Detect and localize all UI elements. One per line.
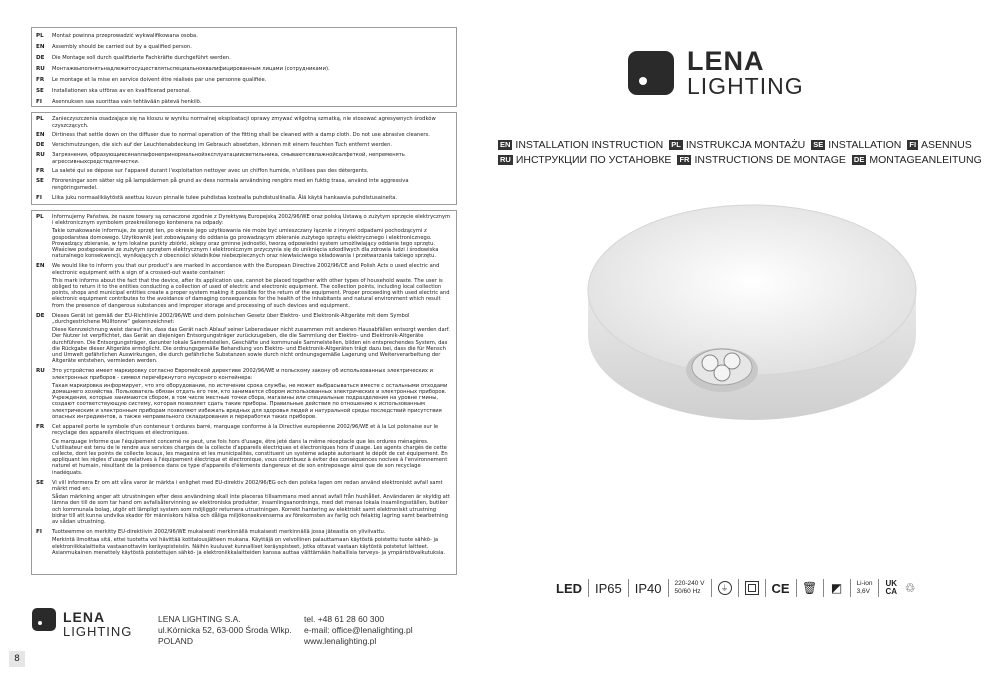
street-address: ul.Kórnicka 52, 63-000 Środa Wlkp. xyxy=(158,625,292,635)
divider xyxy=(823,579,824,597)
spec-icons-bar xyxy=(556,576,917,600)
language-code: RU xyxy=(36,66,45,72)
product-illustration xyxy=(582,195,922,455)
instruction-title-text: INSTRUKCJA MONTAŻU xyxy=(685,139,806,151)
power-rating xyxy=(675,580,705,596)
divider xyxy=(628,579,629,597)
language-row xyxy=(36,529,452,556)
divider xyxy=(588,579,589,597)
instruction-title xyxy=(669,139,805,151)
divider xyxy=(796,579,797,597)
language-text xyxy=(52,66,452,73)
paragraph-detail: Takie oznakowanie informuje, że sprzęt ten, po okresie jego użytkowania nie może być umieszczany łącznie z innymi odpadami pochodzącymi z gospodarstwa domowego. Użytkownik jest zobowiązany do oddania go prowadzącym zbieranie zużytego sprzętu elektrycznego i elektronicznego. Prowadzący zbieranie, w tym lokalne punkty zbiórki, sklepy oraz gminne jednostki, tworzą odpowiedni system umożliwiający oddanie tego sprzętu. Właściwe postępowanie ze zużytym sprzętem elektrycznym i elektronicznym przyczynia się do uniknięcia szkodliwych dla zdrowia ludzi i środowiska naturalnego konsekwencji, wynikających z obecności składników niebezpiecznych oraz niewłaściwego składowania i przetwarzania takiego sprzętu. xyxy=(52,228,439,260)
language-text xyxy=(52,214,452,259)
ukca-mark xyxy=(885,580,897,596)
website-link[interactable]: www.lenalighting.pl xyxy=(304,636,377,646)
ukca-bottom: CA xyxy=(885,587,898,596)
paragraph: Asennuksen saa suorittaa vain tehtävään pätevä henkilö. xyxy=(52,99,202,106)
language-code: SE xyxy=(36,479,44,486)
assembly-notice-panel xyxy=(31,27,457,107)
paragraph: Verschmutzungen, die sich auf der Leuchtenabdeckung im Gebrauch absetzten, können mit einem feuchten Tuch entfernt werden. xyxy=(52,142,393,149)
language-row xyxy=(36,64,452,75)
language-text xyxy=(52,33,452,40)
company-name: LENA LIGHTING S.A. xyxy=(158,614,241,624)
paragraph-detail: This mark informs about the fact that the device, after its application use, cannot be placed together with other types of household waste. The user is obliged to return it to the entities conducting a collection of used of electric and electronic equipment. The collection points, including local collection points, shops and municipal entities create a proper system making it possible for the return of the equipment. Proper proceeding with used electric and electronic equipment contributes to the avoidance of damaging consequences for the health of the inhabitants and natural environment which result from the presence of dangerous substances and improper storage and processing of such devices and equipment. xyxy=(52,277,450,309)
phone: tel. +48 61 28 60 300 xyxy=(304,614,385,624)
paragraph: Dirtiness that settle down on the diffuser due to normal operation of the fitting shall be cleaned with a damp cloth. Do not use abrasive cleaners. xyxy=(52,132,430,139)
paragraph-detail: Diese Kennzeichnung weist darauf hin, dass das Gerät nach Ablauf seiner Lebensdauer nicht zusammen mit anderen Hausabfällen entsorgt werden darf. Der Nutzer ist verpflichtet, das Gerät an diejenigen Entsorgungsträger zurückzugeben, die die Sammlung der Elektro- und Elektronik-Altgeräte durchführen. Die Entsorgungsträger, darunter lokale Sammelstellen, Geschäfte und kommunale Sammelstellen, bilden ein entsprechendes System, das die Rückgabe dieser Altgeräte ermöglicht. Die ordnungsgemäße Behandlung von Elektro- und Elektronik-Altgeräten trägt dazu bei, dass die für Mensch und Umwelt gefährlichen Auswirkungen, die durch gefährliche Substanzen sowie durch nicht ordnungsgemäße Lagerung und Weiterverarbeitung der Altgeräte entstehen, vermieden werden. xyxy=(52,327,450,365)
language-row xyxy=(36,368,452,420)
language-code: EN xyxy=(36,132,45,139)
paragraph: We would like to inform you that our product's are marked in accordance with the European Directive 2002/96/CE and Polish Acts o used electric and electronic equipment with a sign of a crossed-out waste container: xyxy=(52,263,440,276)
battery-voltage: 3,6V xyxy=(856,588,870,595)
language-text xyxy=(52,178,452,191)
footer-brand-bottom: LIGHTING xyxy=(63,624,133,639)
paragraph: Dieses Gerät ist gemäß der EU-Richtlinie 2002/96/WE und dem polnischen Gesetz über Elektro- und Elektronik-Altgeräte mit dem Symbol „durchgestrichene Mülltonne“ gekennzeichnet: xyxy=(52,312,410,326)
ip40-label: IP40 xyxy=(634,580,662,596)
instruction-title xyxy=(907,139,971,151)
language-text xyxy=(52,99,452,106)
instruction-titles-line1 xyxy=(498,139,978,151)
language-row xyxy=(36,480,452,525)
language-row xyxy=(36,53,452,64)
language-code: RU xyxy=(36,368,45,375)
brand-name-bottom: LIGHTING xyxy=(687,73,804,99)
cleaning-notice-panel xyxy=(31,112,457,205)
divider xyxy=(765,579,766,597)
recycle-icon: ♲ xyxy=(904,581,916,595)
paragraph-detail: Merkintä ilmoittaa sitä, ettei tuotetta voi hävittää kotitalousjätteen mukana. Käyttäjä on velvollinen palauttamaan käytöstä poistettu tuote sähkö- ja elektroniikkalaitteita vastaanottaviin keräyspisteisiin. Näihin kuuluvat kunnalliset keräyspisteet, jotka ottavat vastaan käytöstä poistetut laitteet. Asianmukainen menettely käytöstä poistettujen sähkö- ja elektroniikkalaitteiden kanssa auttaa välttämään haitallisia terveys- ja ympäristövaikutuksia. xyxy=(52,537,446,556)
language-text xyxy=(52,152,452,165)
language-text xyxy=(52,480,452,525)
language-row xyxy=(36,313,452,365)
ukca-top: UK xyxy=(885,579,898,588)
instruction-title-text: INSTRUCTIONS DE MONTAGE xyxy=(694,154,846,166)
instruction-title-text: ИНСТРУКЦИИ ПО УСТАНОВКЕ xyxy=(515,154,672,166)
instruction-title xyxy=(498,139,663,151)
language-row xyxy=(36,86,452,97)
language-code: FI xyxy=(36,194,42,201)
footer-brand-top: LENA xyxy=(63,609,106,625)
instruction-title-text: INSTALLATION xyxy=(828,139,902,151)
weee-disposal-panel xyxy=(31,210,457,575)
paragraph: La saleté qui se dépose sur l'appareil durant l'exploitation nettoyer avec un chiffon humide, n'utilises pas des détergents. xyxy=(52,168,369,175)
language-text xyxy=(52,142,452,149)
divider xyxy=(850,579,851,597)
language-code-badge: PL xyxy=(671,140,681,150)
fitting-body-top xyxy=(588,205,916,375)
language-text xyxy=(52,77,452,84)
language-code: PL xyxy=(36,116,44,122)
instruction-titles-line2 xyxy=(498,154,988,166)
language-code: SE xyxy=(36,88,44,94)
language-row xyxy=(36,214,452,259)
paragraph: Die Montage soll durch qualifizierte Fachkräfte durchgeführt werden. xyxy=(52,55,231,62)
logo-dot xyxy=(639,77,647,85)
instruction-title xyxy=(811,139,901,151)
led-lens-3 xyxy=(714,365,730,381)
language-text xyxy=(52,168,452,175)
language-code: RU xyxy=(36,152,45,159)
company-address xyxy=(158,614,292,647)
language-code: FI xyxy=(36,529,42,536)
divider xyxy=(711,579,712,597)
language-text xyxy=(52,263,452,308)
language-code: PL xyxy=(36,214,44,220)
instruction-title xyxy=(677,154,845,166)
language-row xyxy=(36,195,452,202)
instruction-title xyxy=(498,154,671,166)
language-text xyxy=(52,132,452,139)
divider xyxy=(878,579,879,597)
language-code: FI xyxy=(36,99,42,105)
paragraph: Le montage et la mise en service doivent être réalisés par une personne qualifiée. xyxy=(52,77,267,84)
paragraph-detail: Sådan märkning anger att utrustningen efter dess användning skall inte placeras tillsammans med annat avfall från hushållet. Användaren är skyldig att lämna den till de som tar hand om avfallsåtervinning av elektroniska produkter, insamlingsanordnings, med det menas lokala insamlingsställen, butiker och kommunala bolag, utgör ett lämpligt system som möjliggör returnera utrustningen. Korrekt hantering av elektriskt samt elektroniskt utrustning bidrar till att kunna undvika skador för människors hälsa och dåliga miljökonsekvenserna av förekomsten av farlig och felaktig lagring samt bearbetning av sådan utrustning. xyxy=(52,494,450,525)
battery-type: Li-ion xyxy=(856,580,873,587)
page-number: 8 xyxy=(9,651,25,667)
language-text xyxy=(52,368,452,420)
divider xyxy=(668,579,669,597)
paragraph: Загрязнения, образующиесянаплафонепринормальнойэксплуатациисветильника, смываютсявлажнойсалфеткой, непременять агрессивныхсредствдлячистки. xyxy=(52,152,405,165)
divider xyxy=(738,579,739,597)
logo-dot xyxy=(38,621,42,625)
language-code-badge: DE xyxy=(853,155,865,165)
paragraph: Liika juku normaalikäytöstä asettuu kuvun pinnalle tulee puhdistaa kostealla puhdistusliinalla. Älä käytä hankaavia puhdistusaineita. xyxy=(52,194,398,201)
language-text xyxy=(52,116,452,129)
paragraph: Montaż powinna przeprowadzić wykwalifikowana osoba. xyxy=(52,33,198,40)
class-ii-icon xyxy=(745,581,759,595)
company-contact xyxy=(304,614,413,647)
language-row xyxy=(36,142,452,149)
ip65-label: IP65 xyxy=(595,580,622,596)
email-link[interactable]: e-mail: office@lenalighting.pl xyxy=(304,625,413,635)
language-row xyxy=(36,42,452,53)
language-code-badge: RU xyxy=(500,155,511,165)
language-text xyxy=(52,424,452,476)
paragraph-detail: Такая маркировка информирует, что это оборудование, по истечении срока службы, не может выбрасываться вместе с остальными отходами домашнего хозяйства. Пользователь обязан отдать его тем, кто занимается сбором использованных электрических и электронных приборов. Учреждения, которые занимаются сбором, в том числе местные точки сбора, магазины или специальные подразделения на уровне гмины, создают соответствующую систему, которая позволяет сдать такие приборы. Правильные действия по отношению к использованным электрическим и электронным приборам позволяют избежать вредных для здоровья людей и натуральной среды последствий присутствия опасных ингредиентов, а также неправильного складирования и переработки таких приборов. xyxy=(52,382,448,420)
language-row xyxy=(36,97,452,108)
language-text xyxy=(52,313,452,365)
language-text xyxy=(52,44,452,51)
paragraph: Tuotteemme on merkitty EU-direktiivin 2002/96/WE mukaisesti merkinnällä mukaisesti merkinnällä jossa jäteastia on yliviivattu. xyxy=(52,529,386,536)
led-label: LED xyxy=(556,580,582,596)
voltage-label: 220-240 V xyxy=(674,580,705,587)
paragraph-detail: Ce marquage informe que l'équipement concerné ne peut, une fois hors d'usage, être jeté dans la même réceptacle que les ordures ménagères. L'utilisateur est tenu de le rendre aux services chargés de la collecte d'appareils électriques et électroniques hors d'usage. Les agents chargés de cette collecte, dont les points de collecte locaux, les magasins et les municipalités, constituent un système adapté autorisant le dépôt de cet équipement. En appliquant les règles d'usage relatives à l'équipement électrique et électronique, vous contribuez à éviter des conséquences nocives à l'environnement naturel et humain, résultant de la présence dans ce type d'appareils d'éléments dangereux et de son entreposage ainsi que de son recyclage inadéquats. xyxy=(52,438,448,476)
battery-info xyxy=(857,580,873,596)
language-code: SE xyxy=(36,178,44,185)
country: POLAND xyxy=(158,636,193,646)
logo-mark-top xyxy=(628,51,674,95)
language-row xyxy=(36,31,452,42)
paragraph: Informujemy Państwa, że nasze towary są oznaczone zgodnie z Dyrektywą Europejską 2002/96/WE oraz polską Ustawą o zużytym sprzęcie elektrycznym i elektronicznym symbolem przekreślonego kontenera na odpady: xyxy=(52,214,451,227)
language-code: DE xyxy=(36,55,45,61)
paragraph: Assembly should be carried out by a qualified person. xyxy=(52,44,192,51)
language-code-badge: SE xyxy=(813,140,824,150)
frequency-label: 50/60 Hz xyxy=(674,588,701,595)
paragraph: Монтажвыполнятьнадлежитосуществлятьспециальноквалифицированным лицами (сотрудниками). xyxy=(52,66,330,73)
language-code: FR xyxy=(36,77,45,83)
weee-bin-icon: 🗑 xyxy=(801,581,818,595)
paragraph: Installationen ska utföras av en kvalificerad personal. xyxy=(52,88,192,95)
language-row xyxy=(36,168,452,175)
paragraph: Это устройство имеет маркировку согласно Европейской директиве 2002/96/WE и польскому закону об использованных электрических и электронных приборов - символ перечёркнутого мусорного контейнера: xyxy=(52,368,434,381)
language-row xyxy=(36,75,452,86)
language-code: DE xyxy=(36,312,45,319)
language-text xyxy=(52,88,452,95)
language-code: DE xyxy=(36,142,45,149)
language-row xyxy=(36,116,452,129)
language-code: PL xyxy=(36,33,44,39)
language-code: EN xyxy=(36,263,45,270)
language-code: FR xyxy=(36,424,45,431)
ce-mark: CE xyxy=(771,580,790,596)
logo-mark-bottom xyxy=(32,608,56,631)
language-text xyxy=(52,529,452,556)
paragraph: Vi vill informera Er om att våra varor är märkta i enlighet med EU-direktiv 2002/96/EG och den polska lagen om redan använd elektroniskt avfall samt märkt med en: xyxy=(52,479,443,492)
paragraph: Föroreningar som sätter sig på lampskärmen på grund av dess normala användning rengörs med en fuktig trasa, använd inte aggressiva rengöringsmedel. xyxy=(52,178,409,191)
language-text xyxy=(52,55,452,62)
instruction-title-text: MONTAGEANLEITUNG xyxy=(869,154,982,166)
instruction-title xyxy=(852,154,982,166)
language-row xyxy=(36,152,452,165)
paragraph: Cet appareil porte le symbole d'un conteneur t ordures barré, marquage conforme à la Directive européenne 2002/96/WE et à la Loi polonaise sur le recyclage des appareils électriques et électroniques. xyxy=(52,424,439,437)
language-row xyxy=(36,263,452,308)
mounting-surface-icon: ◩ xyxy=(830,581,843,595)
language-code: EN xyxy=(36,44,45,50)
ground-symbol-icon: ⏚ xyxy=(718,581,732,595)
language-code: FR xyxy=(36,168,45,175)
instruction-title-text: INSTALLATION INSTRUCTION xyxy=(515,139,664,151)
language-text xyxy=(52,195,452,202)
language-code-badge: EN xyxy=(500,140,511,150)
instruction-title-text: ASENNUS xyxy=(921,139,972,151)
language-row xyxy=(36,178,452,191)
language-code-badge: FI xyxy=(909,140,917,150)
language-code-badge: FR xyxy=(679,155,690,165)
brand-name-top: LENA xyxy=(687,46,765,76)
language-row xyxy=(36,424,452,476)
paragraph: Zanieczyszczenia osadzające się na kloszu w wyniku normalnej eksploatacji oprawy zmywać wilgotną szmatką, nie stosować agresywnych środków czyszczących. xyxy=(52,116,436,129)
language-row xyxy=(36,132,452,139)
